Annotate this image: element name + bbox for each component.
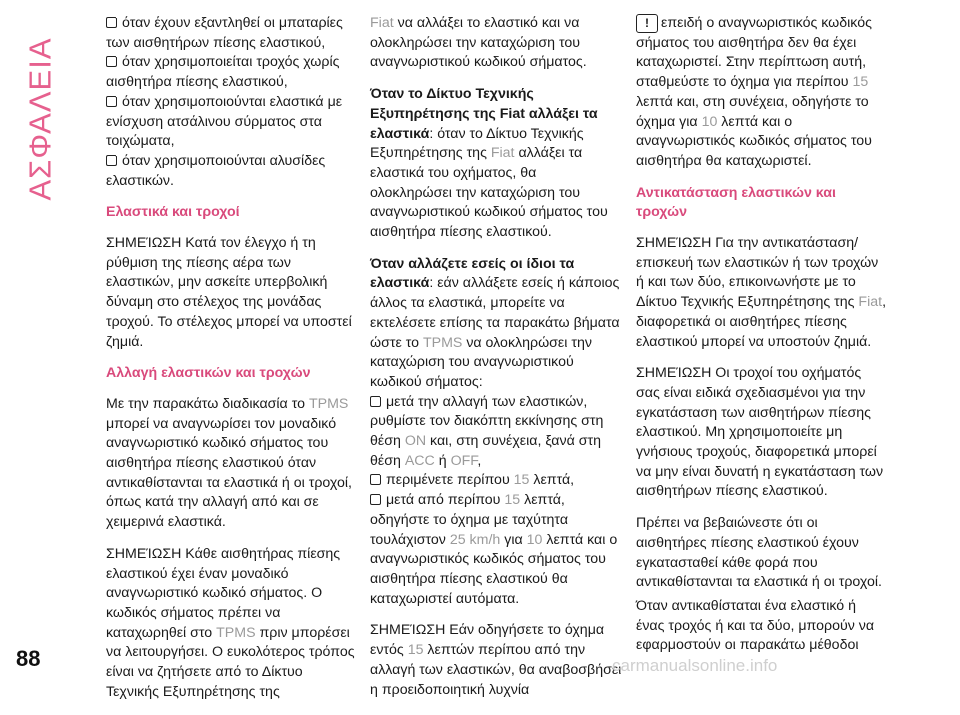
body-paragraph: Πρέπει να βεβαιώνεστε ότι οι αισθητήρες πίεσης ελαστικού έχουν εγκατασταθεί κάθε φορά που αντικαθίστανται τα ελαστικά ή οι τροχοί. (636, 515, 882, 591)
bullet-text: όταν χρησιμοποιείται τροχός χωρίς αισθητήρα πίεσης ελαστικού, (106, 54, 340, 91)
bullet-text: όταν χρησιμοποιούνται ελαστικά με ενίσχυση ατσάλινου σύρματος στα τοιχώματα, (106, 93, 343, 150)
body-paragraph: Fiat να αλλάξει το ελαστικό και να ολοκληρώσει την καταχώριση του αναγνωριστικού κωδικού σήματος. (370, 15, 587, 71)
bullet-item: μετά από περίπου 15 λεπτά, οδηγήστε το όχημα με ταχύτητα τουλάχιστον 25 km/h για 10 λεπτά και ο αναγνωριστικός κωδικός σήματος του αισθητήρα πίεσης ελαστικού θα καταχωριστεί αυτόματα. (370, 492, 618, 607)
checkbox-bullet-icon (106, 96, 117, 107)
note-paragraph: ΣΗΜΕΊΩΣΗ Κάθε αισθητήρας πίεσης ελαστικού έχει έναν μοναδικό αναγνωριστικό κωδικό σήματος. Ο κωδικός σήματος πρέπει να καταχωρηθεί στο TPMS πριν μπορέσει να λειτουργήσει. Ο ευκολότερος τρόπος είναι να ζητήσετε από το Δίκτυο Τεχνικής Εξυπηρέτησης της (106, 545, 355, 700)
bullet-item: περιμένετε περίπου 15 λεπτά, (370, 471, 622, 491)
note-paragraph: ΣΗΜΕΊΩΣΗ Οι τροχοί του οχήματός σας είναι ειδικά σχεδιασμένοι για την εγκατάσταση των αισθητήρων πίεσης ελαστικού. Μη χρησιμοποιείτε μη γνήσιους τροχούς, διαφορετικά μπορεί να μην είναι δυνατή η εγκατάσταση των αισθητήρων πίεσης ελαστικού. (636, 365, 884, 500)
heading-change-tyres: Αλλαγή ελαστικών και τροχών (106, 365, 311, 382)
note-paragraph: ΣΗΜΕΊΩΣΗ Εάν οδηγήσετε το όχημα εντός 15 λεπτών περίπου από την αλλαγή των ελαστικών, θα αναβοσβήσει η προειδοποιητική λυχνία (370, 622, 622, 698)
bullet-item (106, 152, 358, 191)
warning-paragraph: ! επειδή ο αναγνωριστικός κωδικός σήματος του αισθητήρα δεν θα έχει καταχωριστεί. Στην περίπτωση αυτή, σταθμεύστε το όχημα για περίπου 15 λεπτά και, στη συνέχεια, οδηγήστε το όχημα για 10 λεπτά και ο αναγνωριστικός κωδικός σήματος του αισθητήρα θα καταχωριστεί. (636, 15, 872, 169)
body-paragraph: Όταν το Δίκτυο Τεχνικής Εξυπηρέτησης της Fiat αλλάξει τα ελαστικά: όταν το Δίκτυο Τεχνικής Εξυπηρέτησης της Fiat αλλάξει τα ελαστικά του οχήματος, θα ολοκληρώσει την καταχώριση του αναγνωριστικού κωδικού σήματος του αισθητήρα πίεσης ελαστικού. (370, 86, 608, 241)
checkbox-bullet-icon (370, 396, 381, 407)
section-title: ΑΣΦΑΛΕΙΑ (23, 37, 58, 201)
body-paragraph: Όταν αλλάζετε εσείς οι ίδιοι τα ελαστικά: εάν αλλάξετε εσείς ή κάποιος άλλος τα ελαστικά, μπορείτε να εκτελέσετε επίσης τα παρακάτω βήματα ώστε το TPMS να ολοκληρώσει την καταχώριση του αναγνωριστικού κωδικού σήματος: (370, 255, 620, 390)
page-number: 88 (16, 646, 41, 671)
note-paragraph: ΣΗΜΕΊΩΣΗ Κατά τον έλεγχο ή τη ρύθμιση της πίεσης αέρα των ελαστικών, μην ασκείτε υπερβολική δύναμη στο στέλεχος της μονάδας τροχού. Το στέλεχος μπορεί να υποστεί ζημιά. (106, 235, 352, 350)
bullet-item: μετά την αλλαγή των ελαστικών, ρυθμίστε τον διακόπτη εκκίνησης στη θέση ON και, στη συνέχεια, ξανά στη θέση ACC ή OFF, (370, 393, 604, 469)
note-paragraph: ΣΗΜΕΊΩΣΗ Για την αντικατάσταση/ επισκευή των ελαστικών ή των τροχών ή και των δύο, επικοινωνήστε με το Δίκτυο Τεχνικής Εξυπηρέτησης της Fiat, διαφορετικά οι αισθητήρες πίεσης ελαστικού μπορεί να υποστούν ζημιά. (636, 235, 887, 350)
bullet-text: όταν έχουν εξαντληθεί οι μπαταρίες των αισθητήρων πίεσης ελαστικού, (106, 15, 343, 51)
section-title-vertical (6, 34, 76, 204)
checkbox-bullet-icon (370, 474, 381, 485)
checkbox-bullet-icon (106, 17, 117, 28)
bullet-item (106, 14, 358, 53)
warning-exclamation-icon: ! (636, 14, 658, 33)
body-paragraph: Όταν αντικαθίσταται ένα ελαστικό ή ένας τροχός ή και τα δύο, μπορούν να εφαρμοστούν οι παρακάτω μέθοδοι (636, 597, 875, 654)
checkbox-bullet-icon (106, 155, 117, 166)
checkbox-bullet-icon (106, 56, 117, 67)
column-2 (370, 14, 622, 712)
bullet-text: όταν χρησιμοποιούνται αλυσίδες ελαστικών. (106, 152, 326, 189)
heading-replace-tyres: Αντικατάσταση ελαστικών και τροχών (636, 184, 836, 221)
heading-tyres-wheels: Ελαστικά και τροχοί (106, 204, 240, 221)
checkbox-bullet-icon (370, 494, 381, 505)
bullet-item (106, 93, 358, 152)
bullet-item (106, 53, 358, 92)
column-3 (636, 14, 888, 668)
watermark: carmanualsonline.info (612, 656, 778, 675)
column-1 (106, 14, 358, 715)
body-paragraph: Με την παρακάτω διαδικασία το TPMS μπορεί να αναγνωρίσει τον μοναδικό αναγνωριστικό κωδικό σήματος του αισθητήρα πίεσης ελαστικού όταν αντικαθίστανται τα ελαστικά ή οι τροχοί, όπως κατά την αλλαγή από και σε χειμερινά ελαστικά. (106, 395, 352, 531)
